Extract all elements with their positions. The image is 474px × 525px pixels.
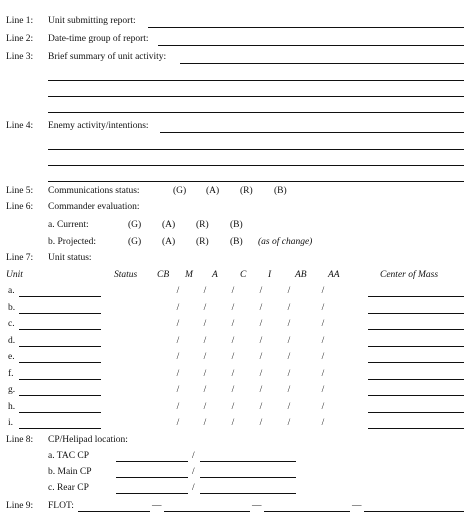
line1-label: Line 1:: [6, 16, 34, 26]
status-slash[interactable]: /: [176, 335, 180, 346]
comms-option-b[interactable]: (B): [274, 186, 287, 196]
center-of-mass-field[interactable]: [368, 296, 464, 297]
line2-label: Line 2:: [6, 34, 34, 44]
status-slash[interactable]: /: [231, 385, 235, 395]
status-slash[interactable]: /: [287, 335, 291, 346]
line5-label: Line 5:: [6, 186, 34, 196]
status-slash[interactable]: /: [203, 286, 207, 296]
unit-name-field[interactable]: [19, 313, 101, 314]
tac-cp-slash: /: [192, 451, 195, 461]
flot-dash-1: —: [152, 501, 162, 511]
unit-name-field[interactable]: [19, 379, 101, 380]
flot-field-4[interactable]: [364, 511, 464, 512]
comms-option-r[interactable]: (R): [240, 186, 253, 196]
center-of-mass-field[interactable]: [368, 379, 464, 380]
status-slash[interactable]: /: [231, 401, 235, 412]
col-status: Status: [114, 270, 138, 280]
center-of-mass-field[interactable]: [368, 362, 464, 363]
dtg-field[interactable]: [158, 45, 464, 46]
summary-field-2[interactable]: [48, 80, 464, 81]
status-slash[interactable]: /: [176, 302, 180, 313]
status-slash[interactable]: /: [259, 368, 263, 379]
projected-label: b. Projected:: [48, 237, 97, 247]
current-option-a[interactable]: (A): [162, 220, 176, 230]
center-of-mass-field[interactable]: [368, 329, 464, 330]
current-option-g[interactable]: (G): [128, 220, 142, 230]
as-of-change-note: (as of change): [258, 237, 313, 247]
status-slash[interactable]: /: [231, 335, 235, 346]
status-slash[interactable]: /: [321, 385, 325, 395]
line8-label: Line 8:: [6, 435, 34, 445]
tac-cp-field-1[interactable]: [116, 461, 188, 462]
enemy-label: Enemy activity/intentions:: [48, 121, 149, 131]
unit-name-field[interactable]: [19, 346, 101, 347]
projected-option-b[interactable]: (B): [230, 237, 243, 247]
main-cp-slash: /: [192, 467, 195, 477]
flot-field-3[interactable]: [264, 511, 350, 512]
unit-submitting-label: Unit submitting report:: [48, 16, 136, 26]
flot-dash-2: —: [252, 501, 262, 511]
center-of-mass-field[interactable]: [368, 313, 464, 314]
current-option-b[interactable]: (B): [230, 220, 243, 230]
status-slash[interactable]: /: [321, 335, 325, 346]
col-c: C: [240, 270, 247, 280]
status-slash[interactable]: /: [231, 319, 235, 329]
summary-field-4[interactable]: [48, 112, 464, 113]
unit-row-label: f.: [8, 368, 14, 379]
status-slash[interactable]: /: [259, 335, 263, 346]
status-slash[interactable]: /: [259, 286, 263, 296]
status-slash[interactable]: /: [203, 418, 207, 428]
status-slash[interactable]: /: [287, 401, 291, 412]
col-unit: Unit: [6, 270, 23, 280]
status-slash[interactable]: /: [176, 352, 180, 362]
line7-label: Line 7:: [6, 253, 34, 263]
status-slash[interactable]: /: [203, 352, 207, 362]
rear-cp-slash: /: [192, 483, 195, 493]
flot-field-1[interactable]: [78, 511, 150, 512]
status-slash[interactable]: /: [259, 302, 263, 313]
status-slash[interactable]: /: [321, 286, 325, 296]
line9-label: Line 9:: [6, 501, 34, 511]
status-slash[interactable]: /: [287, 302, 291, 313]
status-slash[interactable]: /: [287, 385, 291, 395]
main-cp-field-2[interactable]: [200, 477, 296, 478]
comms-option-g[interactable]: (G): [173, 186, 187, 196]
status-slash[interactable]: /: [176, 401, 180, 412]
col-a: A: [212, 270, 218, 280]
unit-row-label: c.: [8, 319, 15, 329]
unit-name-field[interactable]: [19, 395, 101, 396]
flot-field-2[interactable]: [164, 511, 250, 512]
unit-row-label: b.: [8, 302, 16, 313]
rear-cp-field-2[interactable]: [200, 493, 296, 494]
unit-submitting-field[interactable]: [148, 27, 464, 28]
status-slash[interactable]: /: [321, 401, 325, 412]
enemy-field-4[interactable]: [48, 181, 464, 182]
enemy-field-3[interactable]: [48, 165, 464, 166]
status-slash[interactable]: /: [259, 385, 263, 395]
unit-name-field[interactable]: [19, 296, 101, 297]
enemy-field-2[interactable]: [48, 149, 464, 150]
main-cp-field-1[interactable]: [116, 477, 188, 478]
status-slash[interactable]: /: [287, 319, 291, 329]
unit-row-label: h.: [8, 401, 16, 412]
status-slash[interactable]: /: [176, 319, 180, 329]
status-slash[interactable]: /: [176, 368, 180, 379]
status-slash[interactable]: /: [203, 385, 207, 395]
tac-cp-label: a. TAC CP: [48, 451, 90, 461]
unit-name-field[interactable]: [19, 329, 101, 330]
status-slash[interactable]: /: [231, 418, 235, 428]
flot-label: FLOT:: [48, 501, 74, 511]
col-center-of-mass: Center of Mass: [380, 270, 439, 280]
tac-cp-field-2[interactable]: [200, 461, 296, 462]
current-label: a. Current:: [48, 220, 89, 230]
unit-row-label: e.: [8, 352, 15, 362]
unit-name-field[interactable]: [19, 428, 101, 429]
cdr-eval-label: Commander evaluation:: [48, 202, 140, 212]
rear-cp-label: c. Rear CP: [48, 483, 89, 493]
summary-label: Brief summary of unit activity:: [48, 52, 167, 62]
enemy-field-1[interactable]: [160, 132, 464, 133]
unit-name-field[interactable]: [19, 362, 101, 363]
summary-field-3[interactable]: [48, 96, 464, 97]
status-slash[interactable]: /: [203, 401, 207, 412]
comms-option-a[interactable]: (A): [206, 186, 220, 196]
line3-label: Line 3:: [6, 52, 34, 62]
line4-label: Line 4:: [6, 121, 34, 131]
rear-cp-field-1[interactable]: [116, 493, 188, 494]
status-slash[interactable]: /: [287, 286, 291, 296]
unit-row-label: g.: [8, 385, 16, 395]
center-of-mass-field[interactable]: [368, 346, 464, 347]
center-of-mass-field[interactable]: [368, 428, 464, 429]
status-slash[interactable]: /: [203, 302, 207, 313]
status-slash[interactable]: /: [287, 368, 291, 379]
unit-name-field[interactable]: [19, 412, 101, 413]
projected-option-g[interactable]: (G): [128, 237, 142, 247]
current-option-r[interactable]: (R): [196, 220, 209, 230]
projected-option-a[interactable]: (A): [162, 237, 176, 247]
status-slash[interactable]: /: [321, 418, 325, 428]
status-slash[interactable]: /: [231, 352, 235, 362]
status-slash[interactable]: /: [259, 401, 263, 412]
comms-label: Communications status:: [48, 186, 140, 196]
status-slash[interactable]: /: [231, 302, 235, 313]
status-slash[interactable]: /: [231, 368, 235, 379]
status-slash[interactable]: /: [231, 286, 235, 296]
status-slash[interactable]: /: [321, 302, 325, 313]
status-slash[interactable]: /: [287, 418, 291, 428]
status-slash[interactable]: /: [203, 335, 207, 346]
status-slash[interactable]: /: [321, 368, 325, 379]
status-slash[interactable]: /: [203, 368, 207, 379]
col-cb: CB: [157, 270, 170, 280]
col-i: I: [268, 270, 272, 280]
unit-row-label: i.: [8, 418, 14, 428]
status-slash[interactable]: /: [176, 286, 180, 296]
status-slash[interactable]: /: [287, 352, 291, 362]
col-aa: AA: [328, 270, 340, 280]
unit-row-label: a.: [8, 286, 15, 296]
status-slash[interactable]: /: [321, 319, 325, 329]
unit-row-label: d.: [8, 335, 16, 346]
col-m: M: [185, 270, 193, 280]
center-of-mass-field[interactable]: [368, 412, 464, 413]
status-slash[interactable]: /: [321, 352, 325, 362]
summary-field-1[interactable]: [180, 63, 464, 64]
dtg-label: Date-time group of report:: [48, 34, 149, 44]
flot-dash-3: —: [352, 501, 362, 511]
status-slash[interactable]: /: [176, 418, 180, 428]
center-of-mass-field[interactable]: [368, 395, 464, 396]
projected-option-r[interactable]: (R): [196, 237, 209, 247]
unit-status-label: Unit status:: [48, 253, 92, 263]
status-slash[interactable]: /: [259, 418, 263, 428]
status-slash[interactable]: /: [259, 319, 263, 329]
status-slash[interactable]: /: [259, 352, 263, 362]
main-cp-label: b. Main CP: [48, 467, 92, 477]
status-slash[interactable]: /: [176, 385, 180, 395]
line6-label: Line 6:: [6, 202, 34, 212]
col-ab: AB: [295, 270, 307, 280]
status-slash[interactable]: /: [203, 319, 207, 329]
cp-helipad-label: CP/Helipad location:: [48, 435, 128, 445]
